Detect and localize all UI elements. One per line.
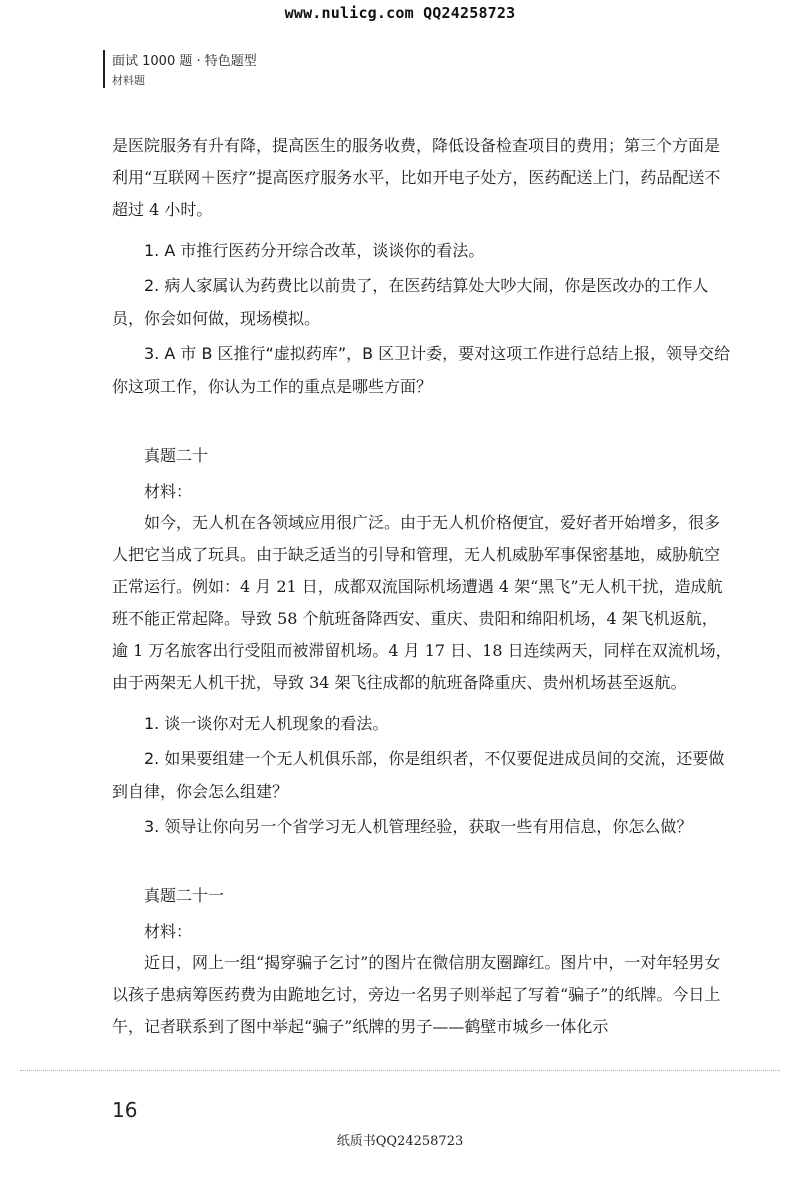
material-label-20: 材料： [144, 482, 193, 501]
question-1: 1. A 市推行医药分开综合改革，谈谈你的看法。 [144, 241, 485, 260]
question-20-2: 2. 如果要组建一个无人机俱乐部，你是组织者，不仅要促进成员间的交流，还要做到自律，你会怎么组建？ [112, 749, 725, 801]
material-label-21: 材料： [144, 922, 193, 941]
question-3: 3. A 市 B 区推行“虚拟药库”，B 区卫计委，要对这项工作进行总结上报，领导交给你这项工作，你认为工作的重点是哪些方面？ [112, 344, 731, 396]
running-header-subtitle: 材料题 [112, 74, 145, 87]
section-title-20: 真题二十 [144, 446, 209, 465]
page-content [112, 130, 732, 1043]
page-number: 16 [112, 1098, 138, 1122]
header-rule [103, 50, 105, 88]
material-20: 如今，无人机在各领域应用很广泛。由于无人机价格便宜，爱好者开始增多，很多人把它当成了玩具。由于缺乏适当的引导和管理，无人机威胁军事保密基地，威胁航空正常运行。例如：4 月 21 日，成都双流国际机场遭遇 4 架“黑飞”无人机干扰，造成航班不能正常起降。导致 58 个航班备降西安、重庆、贵阳和绵阳机场，4 架飞机返航，逾 1 万名旅客出行受阻而被滞留机场。4 月 17 日、18 日连续两天，同样在双流机场，由于两架无人机干扰，导致 34 架飞往成都的航班备降重庆、贵州机场甚至返航。 [112, 513, 732, 692]
running-header-title: 面试 1000 题 · 特色题型 [112, 54, 257, 69]
question-2: 2. 病人家属认为药费比以前贵了，在医药结算处大吵大闹，你是医改办的工作人员，你会如何做，现场模拟。 [112, 276, 709, 328]
section-title-21: 真题二十一 [144, 886, 225, 905]
intro-paragraph: 是医院服务有升有降，提高医生的服务收费，降低设备检查项目的费用；第三个方面是利用“互联网＋医疗”提高医疗服务水平，比如开电子处方，医药配送上门，药品配送不超过 4 小时。 [112, 136, 721, 219]
scan-artifact-line [20, 1070, 780, 1072]
material-21: 近日，网上一组“揭穿骗子乞讨”的图片在微信朋友圈蹿红。图片中，一对年轻男女以孩子患病筹医药费为由跪地乞讨，旁边一名男子则举起了写着“骗子”的纸牌。今日上午，记者联系到了图中举起“骗子”纸牌的男子——鹤壁市城乡一体化示 [112, 953, 721, 1036]
question-20-1: 1. 谈一谈你对无人机现象的看法。 [144, 714, 389, 733]
watermark-top: www.nulicg.com QQ24258723 [284, 4, 516, 22]
question-20-3: 3. 领导让你向另一个省学习无人机管理经验，获取一些有用信息，你怎么做？ [144, 817, 693, 836]
watermark-bottom: 纸质书QQ24258723 [336, 1134, 464, 1149]
